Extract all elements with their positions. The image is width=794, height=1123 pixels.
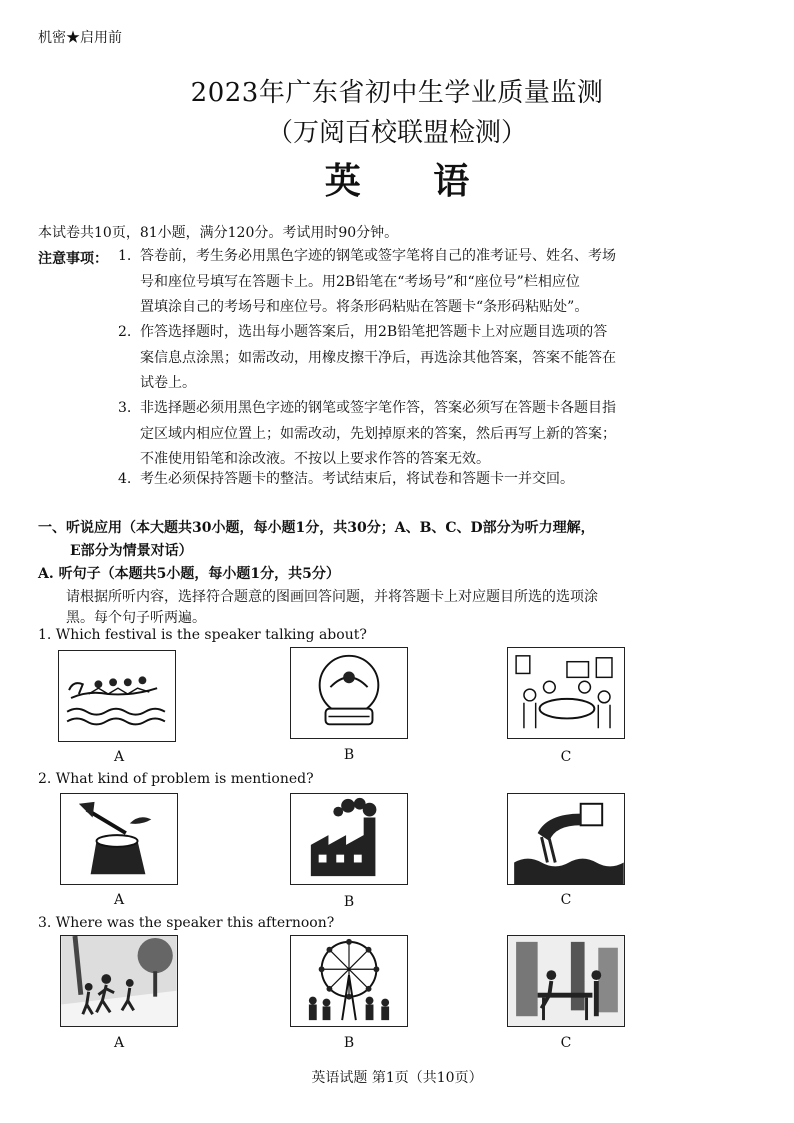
subject-title: 英 语	[324, 160, 500, 202]
note-line: 试卷上。	[140, 375, 196, 391]
tree-cutting-icon[interactable]	[60, 793, 178, 885]
exam-title: 2023年广东省初中生学业质量监测	[190, 78, 604, 108]
option-label: B	[343, 1035, 355, 1051]
water-pollution-icon[interactable]	[507, 793, 625, 885]
amusement-park-icon[interactable]	[290, 935, 408, 1027]
factory-smoke-icon[interactable]	[290, 793, 408, 885]
note-line: 案信息点涂黑；如需改动，用橡皮擦干净后，再选涂其他答案，答案不能答在	[140, 349, 616, 366]
note-line: 作答选择题时，选出每小题答案后，用2B铅笔把答题卡上对应题目选项的答	[140, 324, 608, 340]
section-heading: 一、听说应用（本大题共30小题，每小题1分，共30分；A、B、C、D部分为听力理解，	[38, 520, 595, 536]
note-line: 非选择题必须用黑色字迹的钢笔或签字笔作答，答案必须写在答题卡各题目指	[140, 400, 616, 416]
option-label: A	[113, 749, 125, 765]
option-label: C	[560, 892, 572, 908]
part-a-heading: A. 听句子（本题共5小题，每小题1分，共5分）	[38, 566, 340, 582]
option-label: B	[343, 747, 355, 763]
question-2: 2. What kind of problem is mentioned?	[38, 771, 314, 787]
note-line: 考生必须保持答题卡的整洁。考试结束后，将试卷和答题卡一并交回。	[140, 471, 574, 487]
question-3: 3. Where was the speaker this afternoon?	[38, 915, 335, 931]
page-footer: 英语试题 第1页（共10页）	[311, 1070, 483, 1086]
option-label: A	[113, 892, 125, 908]
note-item	[118, 396, 728, 474]
mooncake-icon[interactable]	[290, 647, 408, 739]
note-number: 2.	[118, 324, 132, 340]
question-1: 1. Which festival is the speaker talking about?	[38, 627, 367, 643]
library-icon[interactable]	[507, 935, 625, 1027]
option-label: A	[113, 1035, 125, 1051]
note-line: 定区域内相应位置上；如需改动，先划掉原来的答案，然后再写上新的答案；	[140, 425, 616, 442]
note-number: 3.	[118, 400, 132, 416]
exam-subtitle: （万阅百校联盟检测）	[266, 118, 527, 148]
note-number: 4.	[118, 471, 132, 487]
park-running-icon[interactable]	[60, 935, 178, 1027]
option-label: B	[343, 894, 355, 910]
confidential-mark: 机密★启用前	[38, 30, 122, 46]
note-item	[118, 467, 728, 493]
section-heading-cont: E部分为情景对话）	[70, 543, 193, 559]
note-number: 1.	[118, 248, 132, 264]
notes-label: 注意事项：	[38, 251, 108, 267]
note-item	[118, 320, 728, 398]
exam-info: 本试卷共10页，81小题，满分120分。考试用时90分钟。	[38, 225, 399, 241]
note-line: 不准使用铅笔和涂改液。不按以上要求作答的答案无效。	[140, 451, 490, 467]
note-item	[118, 244, 728, 322]
part-a-instruction-cont: 黑。每个句子听两遍。	[66, 610, 206, 626]
part-a-instruction: 请根据所听内容，选择符合题意的图画回答问题，并将答题卡上对应题目所选的选项涂	[66, 589, 598, 605]
note-line: 答卷前，考生务必用黑色字迹的钢笔或签字笔将自己的准考证号、姓名、考场	[140, 248, 616, 264]
dragon-boat-icon[interactable]	[58, 650, 176, 742]
option-label: C	[560, 749, 572, 765]
note-line: 号和座位号填写在答题卡上。用2B铅笔在“考场号”和“座位号”栏相应位	[140, 273, 580, 290]
option-label: C	[560, 1035, 572, 1051]
family-dinner-icon[interactable]	[507, 647, 625, 739]
note-line: 置填涂自己的考场号和座位号。将条形码粘贴在答题卡“条形码粘贴处”。	[140, 299, 589, 315]
